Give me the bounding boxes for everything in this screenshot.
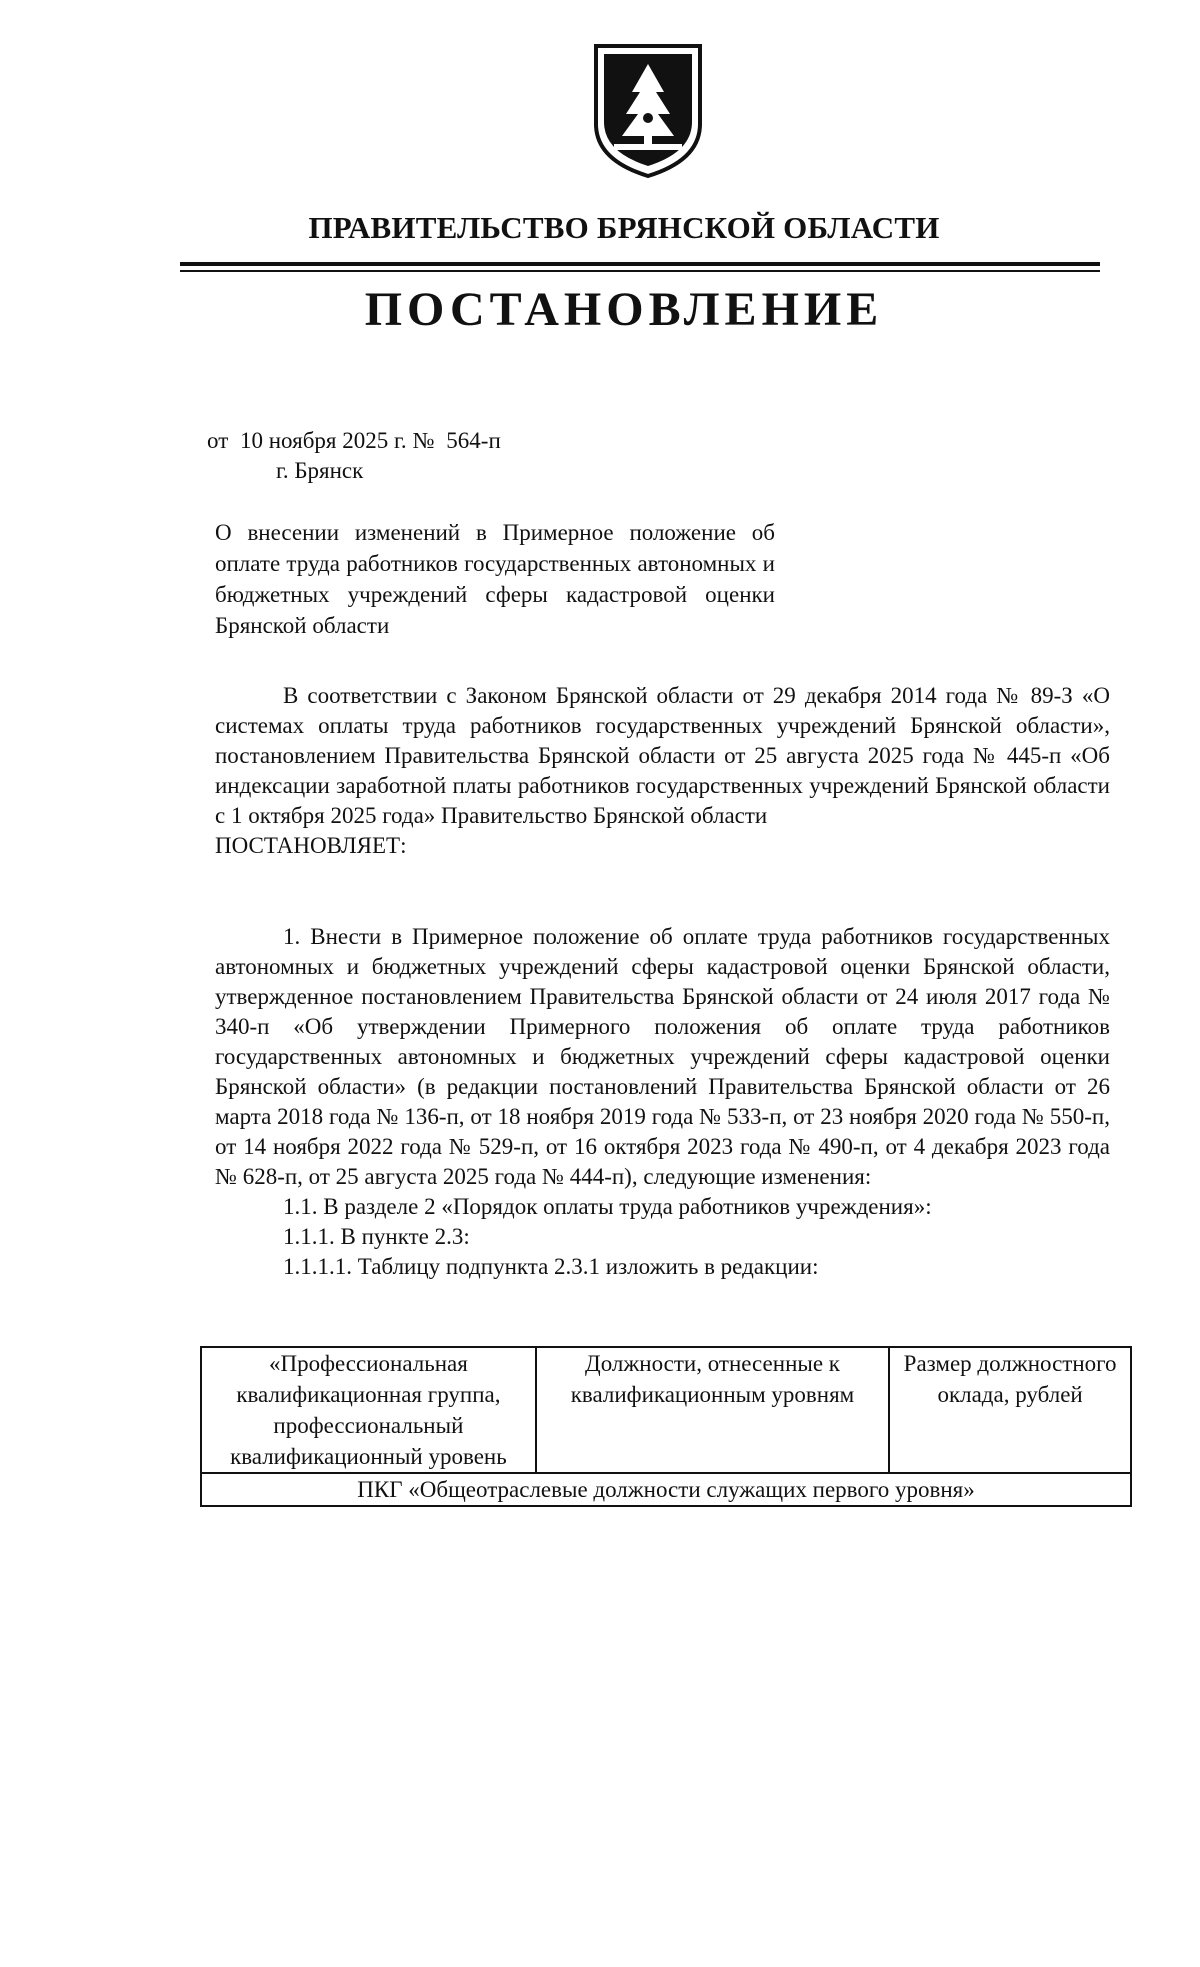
sub-item-1-1: 1.1. В разделе 2 «Порядок оплаты труда работников учреждения»: [283,1194,932,1219]
preamble-paragraph: В соответствии с Законом Брянской области от 29 декабря 2014 года № 89-З «О системах оплаты труда работников государственных учреждений Брянской области», постановлением Правительства Брянской области от 25 августа 2025 года № 445-п «Об индексации заработной платы работников государственных учреждений Брянской области с 1 октября 2025 года» Правительство Брянской области [215,683,1110,828]
document-type: ПОСТАНОВЛЕНИЕ [364,283,884,336]
table-header-cell: Размер должностного оклада, рублей [889,1347,1131,1473]
table-group-cell: ПКГ «Общеотраслевые должности служащих первого уровня» [201,1473,1131,1506]
date-prefix: от [207,428,229,453]
sub-item-1-1-1-1: 1.1.1.1. Таблицу подпункта 2.3.1 изложить в редакции: [283,1254,819,1279]
table-group-row [201,1473,1131,1506]
city: г. Брянск [276,458,364,483]
document-number: 564-п [446,428,501,453]
decree-items [215,922,1110,1282]
coat-of-arms-emblem [588,40,708,180]
item-1-paragraph: 1. Внести в Примерное положение об оплате труда работников государственных автономных и бюджетных учреждений сферы кадастровой оценки Брянской области, утвержденное постановлением Правительства Брянской области от 24 июля 2017 года № 340-п «Об утверждении Примерного положения об оплате труда работников государственных автономных и бюджетных учреждений сферы кадастровой оценки Брянской области» (в редакции постановлений Правительства Брянской области от 26 марта 2018 года № 136-п, от 18 ноября 2019 года № 533-п, от 23 ноября 2020 года № 550-п, от 14 ноября 2022 года № 529-п, от 16 октября 2023 года № 490-п, от 4 декабря 2023 года № 628-п, от 25 августа 2025 года № 444-п), следующие изменения: [215,924,1110,1189]
date-number-line [207,428,507,454]
table-header-row [201,1347,1131,1473]
header-divider-thick [180,262,1100,266]
table-header-cell: «Профессиональная квалификационная группа, профессиональный квалификационный уровень [201,1347,536,1473]
body-text [215,681,1110,861]
salary-table [200,1346,1132,1507]
document-subject: О внесении изменений в Примерное положение об оплате труда работников государственных автономных и бюджетных учреждений сферы кадастровой оценки Брянской области [215,520,775,638]
government-title: ПРАВИТЕЛЬСТВО БРЯНСКОЙ ОБЛАСТИ [308,210,940,245]
header-divider-thin [180,270,1100,272]
number-sign: № [412,428,435,453]
sub-item-1-1-1: 1.1.1. В пункте 2.3: [283,1224,470,1249]
decree-word: ПОСТАНОВЛЯЕТ: [215,833,407,858]
document-date: 10 ноября 2025 г. [240,428,407,453]
table-header-cell: Должности, отнесенные к квалификационным уровням [536,1347,889,1473]
